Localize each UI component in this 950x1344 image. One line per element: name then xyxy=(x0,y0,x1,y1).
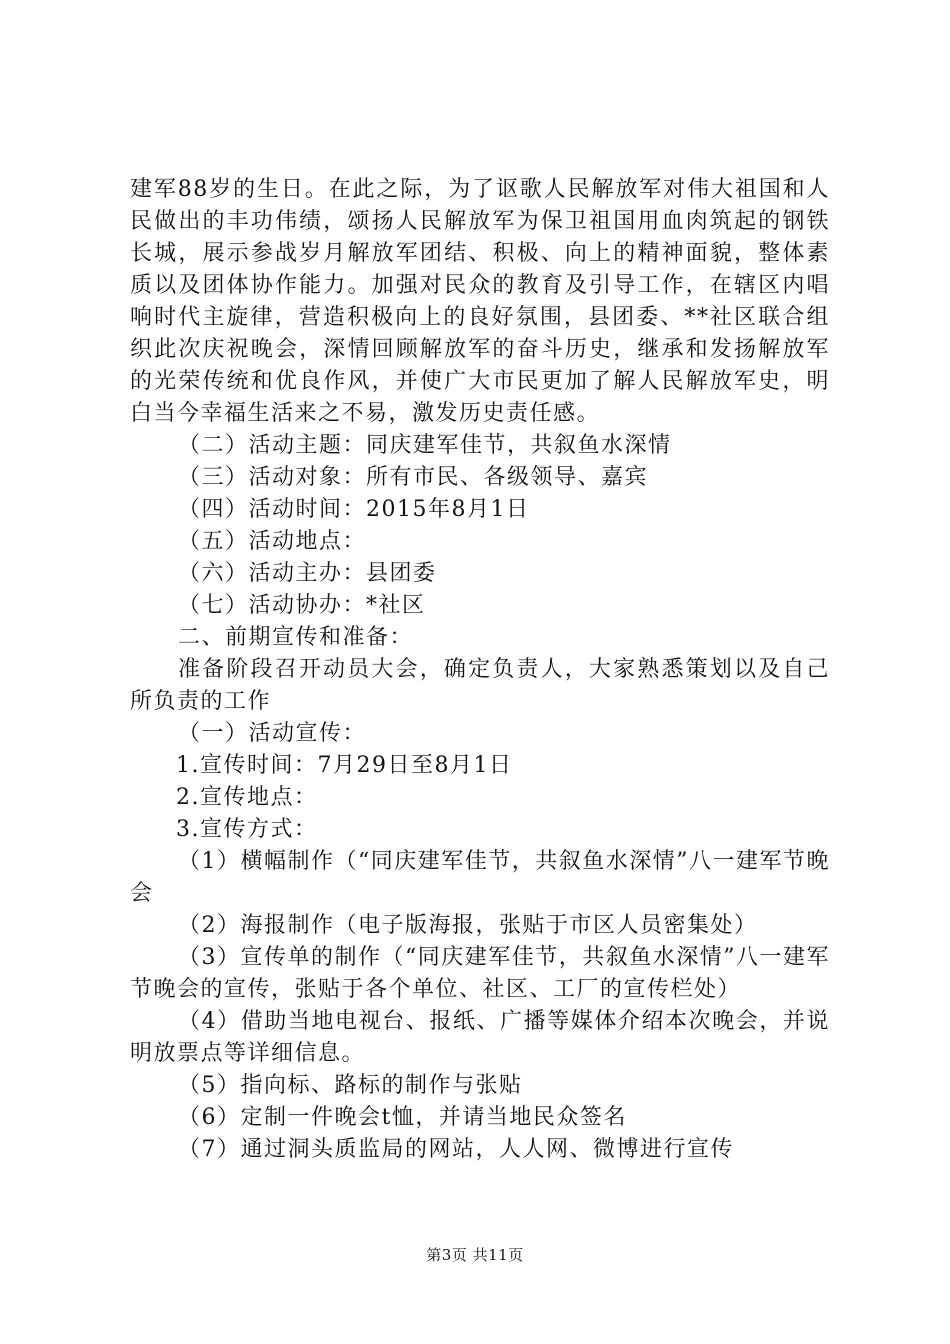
promo-time: 1.宣传时间：7月29日至8月1日 xyxy=(176,753,513,778)
section-heading: 二、前期宣传和准备： xyxy=(178,625,414,650)
intro-paragraph: 建军88岁的生日。在此之际，为了讴歌人民解放军对伟大祖国和人民做出的丰功伟绩，颂扬人民解放军为保卫祖国用血肉筑起的钢铁长城，展示参战岁月解放军团结、积极、向上的精神面貌，整体素质以及团体协作能力。加强对民众的教育及引导工作，在辖区内唱响时代主旋律，营造积极向上的良好氛围，县团委、**社区联合组织此次庆祝晚会，深情回顾解放军的奋斗历史，继承和发扬解放军的光荣传统和优良作风，并使广大市民更加了解人民解放军史，明白当今幸福生活来之不易，激发历史责任感。 xyxy=(130,177,830,426)
activity-co-host: （七）活动协办：*社区 xyxy=(178,593,426,618)
subsection-heading: （一）活动宣传： xyxy=(178,721,367,746)
promo-location: 2.宣传地点： xyxy=(176,785,318,810)
promo-item: （4）借助当地电视台、报纸、广播等媒体介绍本次晚会，并说明放票点等详细信息。 xyxy=(130,1009,830,1066)
promo-item: （3）宣传单的制作（“同庆建军佳节，共叙鱼水深情”八一建军节晚会的宣传，张贴于各个单位、社区、工厂的宣传栏处） xyxy=(130,945,830,1002)
promo-item: （1）横幅制作（“同庆建军佳节，共叙鱼水深情”八一建军节晚会 xyxy=(130,849,830,906)
activity-theme: （二）活动主题：同庆建军佳节，共叙鱼水深情 xyxy=(178,433,672,458)
promo-item: （7）通过洞头质监局的网站，人人网、微博进行宣传 xyxy=(178,1137,734,1162)
promo-item: （2）海报制作（电子版海报，张贴于市区人员密集处） xyxy=(178,913,758,938)
promo-item: （6）定制一件晚会t恤，并请当地民众签名 xyxy=(178,1105,627,1130)
activity-audience: （三）活动对象：所有市民、各级领导、嘉宾 xyxy=(178,465,649,490)
document-body xyxy=(130,174,830,1166)
preparation-paragraph: 准备阶段召开动员大会，确定负责人，大家熟悉策划以及自己所负责的工作 xyxy=(130,657,830,714)
promo-item: （5）指向标、路标的制作与张贴 xyxy=(178,1073,523,1098)
promo-method: 3.宣传方式： xyxy=(176,817,318,842)
activity-host: （六）活动主办：县团委 xyxy=(178,561,437,586)
page-number-footer: 第3页 共11页 xyxy=(426,1246,524,1264)
activity-location: （五）活动地点： xyxy=(178,529,367,554)
activity-time: （四）活动时间：2015年8月1日 xyxy=(178,497,530,522)
